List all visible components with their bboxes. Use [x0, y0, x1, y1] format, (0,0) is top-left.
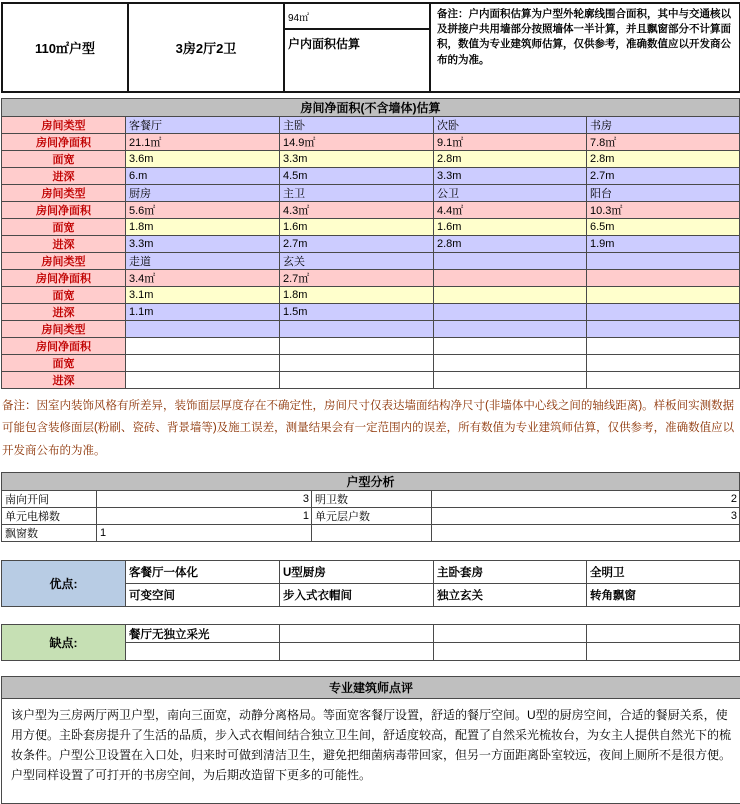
header-table: [1, 2, 740, 93]
room-depth-cell: 1.9m: [587, 236, 740, 253]
analysis-label-cell: 南向开间: [2, 491, 97, 508]
row-label-cell: 面宽: [2, 219, 126, 236]
pros-item-cell: 独立玄关: [434, 584, 587, 607]
row-label-cell: 房间净面积: [2, 202, 126, 219]
room-area-cell: 7.8㎡: [587, 134, 740, 151]
room-width-cell: [434, 355, 587, 372]
review-section: [1, 676, 740, 804]
room-area-cell: 9.1㎡: [434, 134, 587, 151]
room-type-cell: 公卫: [434, 185, 587, 202]
row-label-cell: 房间类型: [2, 117, 126, 134]
room-type-row: [2, 185, 740, 202]
pros-item-cell: 步入式衣帽间: [280, 584, 434, 607]
analysis-title: 户型分析: [2, 473, 740, 491]
analysis-row: [2, 525, 740, 542]
unit-layout-cell: 3房2厅2卫: [128, 3, 284, 92]
area-table-title: 房间净面积(不含墙体)估算: [2, 99, 740, 117]
pros-item-cell: 全明卫: [587, 561, 740, 584]
room-depth-cell: 3.3m: [434, 168, 587, 185]
room-width-cell: [587, 287, 740, 304]
analysis-value-cell: 3: [97, 491, 312, 508]
room-width-cell: 3.6m: [126, 151, 280, 168]
analysis-value-cell: 3: [432, 508, 740, 525]
cons-item-cell: 餐厅无独立采光: [126, 625, 280, 643]
analysis-value-cell: 2: [432, 491, 740, 508]
analysis-label-cell: [312, 525, 432, 542]
room-area-cell: [434, 338, 587, 355]
analysis-row: [2, 508, 740, 525]
room-area-row: [2, 338, 740, 355]
room-depth-row: [2, 372, 740, 389]
analysis-label-cell: 单元层户数: [312, 508, 432, 525]
room-type-cell: [587, 321, 740, 338]
room-area-cell: 5.6㎡: [126, 202, 280, 219]
room-type-cell: [587, 253, 740, 270]
room-depth-cell: [126, 372, 280, 389]
room-area-cell: [280, 338, 434, 355]
row-label-cell: 面宽: [2, 355, 126, 372]
analysis-value-cell: [432, 525, 740, 542]
cons-item-cell: [587, 643, 740, 661]
room-type-cell: 厨房: [126, 185, 280, 202]
room-width-cell: 2.8m: [434, 151, 587, 168]
room-type-cell: 主卧: [280, 117, 434, 134]
room-width-cell: 6.5m: [587, 219, 740, 236]
cons-item-cell: [434, 625, 587, 643]
room-depth-cell: [434, 304, 587, 321]
room-width-cell: 2.8m: [587, 151, 740, 168]
room-depth-cell: 1.1m: [126, 304, 280, 321]
row-label-cell: 房间净面积: [2, 270, 126, 287]
cons-item-cell: [280, 643, 434, 661]
room-area-cell: 2.7㎡: [280, 270, 434, 287]
pros-item-cell: 主卧套房: [434, 561, 587, 584]
analysis-label-cell: 明卫数: [312, 491, 432, 508]
room-width-cell: 1.8m: [280, 287, 434, 304]
cons-row: [2, 625, 740, 643]
pros-item-cell: 转角飘窗: [587, 584, 740, 607]
room-area-cell: [587, 270, 740, 287]
analysis-label-cell: 单元电梯数: [2, 508, 97, 525]
room-depth-cell: [587, 372, 740, 389]
room-depth-row: [2, 304, 740, 321]
inner-area-title-cell: 户内面积估算: [284, 29, 430, 92]
room-depth-row: [2, 168, 740, 185]
analysis-value-cell: 1: [97, 525, 312, 542]
cons-table: [1, 624, 740, 661]
row-label-cell: 进深: [2, 236, 126, 253]
analysis-value-cell: 1: [97, 508, 312, 525]
gross-area-cell: 94㎡: [284, 3, 430, 29]
room-depth-cell: 2.7m: [587, 168, 740, 185]
room-area-cell: [434, 270, 587, 287]
row-label-cell: 进深: [2, 372, 126, 389]
pros-label-cell: 优点:: [2, 561, 126, 607]
room-type-row: [2, 321, 740, 338]
room-type-cell: [126, 321, 280, 338]
pros-table: [1, 560, 740, 607]
row-label-cell: 面宽: [2, 151, 126, 168]
room-area-cell: 3.4㎡: [126, 270, 280, 287]
room-type-cell: [280, 321, 434, 338]
pros-item-cell: U型厨房: [280, 561, 434, 584]
row-label-cell: 房间类型: [2, 253, 126, 270]
cons-item-cell: [126, 643, 280, 661]
room-depth-cell: [280, 372, 434, 389]
room-width-cell: 3.1m: [126, 287, 280, 304]
room-depth-cell: 2.8m: [434, 236, 587, 253]
room-width-cell: [280, 355, 434, 372]
row-label-cell: 房间净面积: [2, 338, 126, 355]
row-label-cell: 房间类型: [2, 321, 126, 338]
room-width-cell: [587, 355, 740, 372]
room-type-cell: [434, 321, 587, 338]
row-label-cell: 房间净面积: [2, 134, 126, 151]
room-type-row: [2, 117, 740, 134]
room-area-cell: 21.1㎡: [126, 134, 280, 151]
cons-item-cell: [434, 643, 587, 661]
room-depth-cell: [587, 304, 740, 321]
room-width-cell: 1.8m: [126, 219, 280, 236]
room-area-cell: 4.3㎡: [280, 202, 434, 219]
room-depth-cell: 4.5m: [280, 168, 434, 185]
analysis-table: [1, 472, 740, 542]
room-area-cell: 10.3㎡: [587, 202, 740, 219]
room-area-cell: [587, 338, 740, 355]
room-width-row: [2, 151, 740, 168]
room-area-row: [2, 270, 740, 287]
room-type-cell: 书房: [587, 117, 740, 134]
room-type-cell: 走道: [126, 253, 280, 270]
room-type-cell: 客餐厅: [126, 117, 280, 134]
room-width-cell: 3.3m: [280, 151, 434, 168]
pros-item-cell: 可变空间: [126, 584, 280, 607]
room-depth-cell: 3.3m: [126, 236, 280, 253]
room-width-row: [2, 287, 740, 304]
pros-item-cell: 客餐厅一体化: [126, 561, 280, 584]
room-area-cell: [126, 338, 280, 355]
analysis-label-cell: 飘窗数: [2, 525, 97, 542]
room-depth-row: [2, 236, 740, 253]
cons-label-cell: 缺点:: [2, 625, 126, 661]
room-width-cell: [434, 287, 587, 304]
room-width-cell: 1.6m: [434, 219, 587, 236]
analysis-row: [2, 491, 740, 508]
cons-item-cell: [587, 625, 740, 643]
row-label-cell: 面宽: [2, 287, 126, 304]
room-type-cell: 阳台: [587, 185, 740, 202]
room-width-cell: 1.6m: [280, 219, 434, 236]
row-label-cell: 进深: [2, 304, 126, 321]
room-type-cell: 次卧: [434, 117, 587, 134]
room-type-row: [2, 253, 740, 270]
pros-row: [2, 561, 740, 584]
room-type-cell: 玄关: [280, 253, 434, 270]
review-text: 该户型为三房两厅两卫户型，南向三面宽，动静分离格局。等面宽客餐厅设置，舒适的餐厅空间。U型的厨房空间，合适的餐厨关系，使用方便。主卧套房提升了生活的品质，步入式衣帽间结合独立卫生间，舒适度较高，配置了自然采光梳妆台，为女主人提供自然光下的梳妆条件。户型公卫设置在入口处，归来时可做到清洁卫生，避免把细菌病毒带回家，但另一方面距离卧室较远，夜间上厕所不是很方便。户型同样设置了可打开的书房空间，为后期改造留下更多的可能性。: [11, 708, 732, 782]
area-table: [1, 98, 740, 389]
room-width-row: [2, 355, 740, 372]
room-area-cell: 14.9㎡: [280, 134, 434, 151]
row-label-cell: 房间类型: [2, 185, 126, 202]
header-remark-cell: 备注：户内面积估算为户型外轮廓线围合面积，其中与交通核以及拼接户共用墙部分按照墙体一半计算，并且飘窗部分不计算面积，数值为专业建筑师估算，仅供参考，准确数值应以开发商公布的为准。: [430, 3, 740, 92]
room-width-row: [2, 219, 740, 236]
review-title: 专业建筑师点评: [2, 677, 740, 699]
room-area-row: [2, 202, 740, 219]
unit-area-cell: 110㎡户型: [2, 3, 128, 92]
cons-item-cell: [280, 625, 434, 643]
room-depth-cell: 1.5m: [280, 304, 434, 321]
measurement-note: 备注：因室内装饰风格有所差异，装饰面层厚度存在不确定性，房间尺寸仅表达墙面结构净尺寸(非墙体中心线之间的轴线距离)。样板间实测数据可能包含装修面层(粉刷、瓷砖、背景墙等)及施工误差，测量结果会有一定范围内的误差，所有数值为专业建筑师估算，仅供参考，准确数值应以开发商公布的为准。: [2, 400, 735, 457]
row-label-cell: 进深: [2, 168, 126, 185]
room-depth-cell: 6.m: [126, 168, 280, 185]
room-width-cell: [126, 355, 280, 372]
room-type-cell: 主卫: [280, 185, 434, 202]
room-depth-cell: 2.7m: [280, 236, 434, 253]
room-area-cell: 4.4㎡: [434, 202, 587, 219]
room-depth-cell: [434, 372, 587, 389]
room-area-row: [2, 134, 740, 151]
room-type-cell: [434, 253, 587, 270]
